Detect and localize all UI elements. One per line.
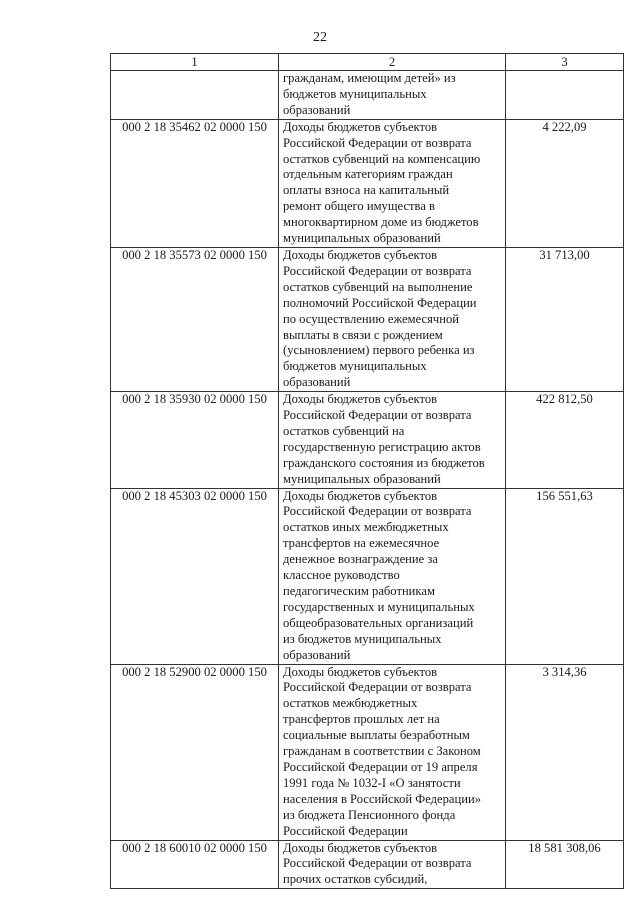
revenue-name-line: бюджетов муниципальных	[283, 359, 427, 374]
revenue-name-line: по осуществлению ежемесячной	[283, 311, 459, 326]
revenue-name-cell	[279, 664, 506, 840]
revenue-name-cell	[279, 71, 506, 120]
column-header-code: 1	[111, 54, 279, 71]
table-row	[111, 840, 624, 889]
revenue-name-line: остатков иных межбюджетных	[283, 520, 449, 535]
revenue-name-line: государственную регистрацию актов	[283, 439, 481, 454]
revenue-name-line: общеобразовательных организаций	[283, 615, 474, 630]
table-row	[111, 247, 624, 391]
amount-cell	[506, 71, 624, 120]
revenue-name-line: полномочий Российской Федерации	[283, 295, 477, 310]
revenue-name-line: социальные выплаты безработным	[283, 728, 470, 743]
budget-code-cell: 000 2 18 35462 02 0000 150	[111, 119, 279, 247]
revenue-name-line: Российской Федерации от возврата	[283, 263, 472, 278]
revenue-name-line: 1991 года № 1032-I «О занятости	[283, 775, 461, 790]
table-row	[111, 119, 624, 247]
table-header-row	[111, 54, 624, 71]
table-body	[111, 71, 624, 889]
table-row	[111, 664, 624, 840]
revenue-name-line: гражданского состояния из бюджетов	[283, 455, 485, 470]
revenue-name-line: многоквартирном доме из бюджетов	[283, 215, 479, 230]
table-row	[111, 488, 624, 664]
revenue-name-line: Доходы бюджетов субъектов	[283, 119, 438, 134]
revenue-name-line: отдельным категориям граждан	[283, 167, 453, 182]
budget-code-cell: 000 2 18 35930 02 0000 150	[111, 392, 279, 488]
revenue-name-cell	[279, 247, 506, 391]
revenue-name-line: (усыновлением) первого ребенка из	[283, 343, 475, 358]
revenue-name-line: образований	[283, 375, 351, 390]
amount-cell: 3 314,36	[506, 664, 624, 840]
revenue-name-line: Доходы бюджетов субъектов	[283, 488, 438, 503]
budget-code-cell: 000 2 18 52900 02 0000 150	[111, 664, 279, 840]
revenue-name-line: Российской Федерации от возврата	[283, 408, 472, 423]
budget-code-cell	[111, 71, 279, 120]
revenue-name-cell	[279, 488, 506, 664]
revenue-name-line: муниципальных образований	[283, 471, 441, 486]
revenue-name-line: населения в Российской Федерации»	[283, 791, 482, 806]
revenue-name-cell	[279, 840, 506, 889]
budget-code-cell: 000 2 18 35573 02 0000 150	[111, 247, 279, 391]
budget-code-cell: 000 2 18 60010 02 0000 150	[111, 840, 279, 889]
revenue-name-line: трансфертов на ежемесячное	[283, 536, 440, 551]
revenue-name-line: остатков межбюджетных	[283, 696, 418, 711]
amount-cell: 4 222,09	[506, 119, 624, 247]
revenue-name-line: Российской Федерации от возврата	[283, 680, 472, 695]
revenue-name-line: трансфертов прошлых лет на	[283, 712, 440, 727]
table-row	[111, 392, 624, 488]
revenue-name-line: Российской Федерации от возврата	[283, 135, 472, 150]
revenue-name-line: бюджетов муниципальных	[283, 86, 427, 101]
revenue-name-line: ремонт общего имущества в	[283, 199, 435, 214]
amount-cell: 31 713,00	[506, 247, 624, 391]
revenue-name-line: прочих остатков субсидий,	[283, 872, 428, 887]
revenue-name-line: Российской Федерации от возврата	[283, 504, 472, 519]
revenue-name-line: педагогическим работникам	[283, 584, 435, 598]
revenue-name-line: из бюджетов муниципальных	[283, 631, 442, 646]
revenue-name-line: классное руководство	[283, 568, 400, 583]
revenue-name-line: Доходы бюджетов субъектов	[283, 840, 438, 855]
revenue-name-line: Доходы бюджетов субъектов	[283, 392, 438, 407]
revenue-name-line: образований	[283, 102, 351, 117]
revenue-name-line: образований	[283, 647, 351, 662]
revenue-name-line: оплаты взноса на капитальный	[283, 183, 450, 198]
column-header-name: 2	[279, 54, 506, 71]
revenue-name-line: остатков субвенций на выполнение	[283, 279, 473, 294]
revenue-name-line: из бюджета Пенсионного фонда	[283, 807, 456, 822]
column-header-amount: 3	[506, 54, 624, 71]
revenue-name-line: Российской Федерации от возврата	[283, 856, 472, 871]
revenue-name-line: муниципальных образований	[283, 231, 441, 246]
amount-cell: 18 581 308,06	[506, 840, 624, 889]
revenue-name-line: остатков субвенций на компенсацию	[283, 151, 481, 166]
revenue-name-line: Российской Федерации от 19 апреля	[283, 759, 478, 774]
revenue-name-line: гражданам, имеющим детей» из	[283, 71, 456, 85]
revenue-name-line: выплаты в связи с рождением	[283, 327, 443, 342]
budget-code-cell: 000 2 18 45303 02 0000 150	[111, 488, 279, 664]
page-number: 22	[313, 30, 327, 45]
table-row	[111, 71, 624, 120]
revenue-table	[110, 53, 624, 889]
revenue-name-line: остатков субвенций на	[283, 423, 405, 438]
revenue-name-line: государственных и муниципальных	[283, 599, 475, 614]
amount-cell: 422 812,50	[506, 392, 624, 488]
revenue-name-line: гражданам в соответствии с Законом	[283, 744, 481, 759]
revenue-name-cell	[279, 392, 506, 488]
revenue-name-line: денежное вознаграждение за	[283, 552, 438, 567]
revenue-name-line: Российской Федерации	[283, 823, 408, 838]
revenue-name-cell	[279, 119, 506, 247]
revenue-name-line: Доходы бюджетов субъектов	[283, 664, 438, 679]
revenue-name-line: Доходы бюджетов субъектов	[283, 247, 438, 262]
amount-cell: 156 551,63	[506, 488, 624, 664]
